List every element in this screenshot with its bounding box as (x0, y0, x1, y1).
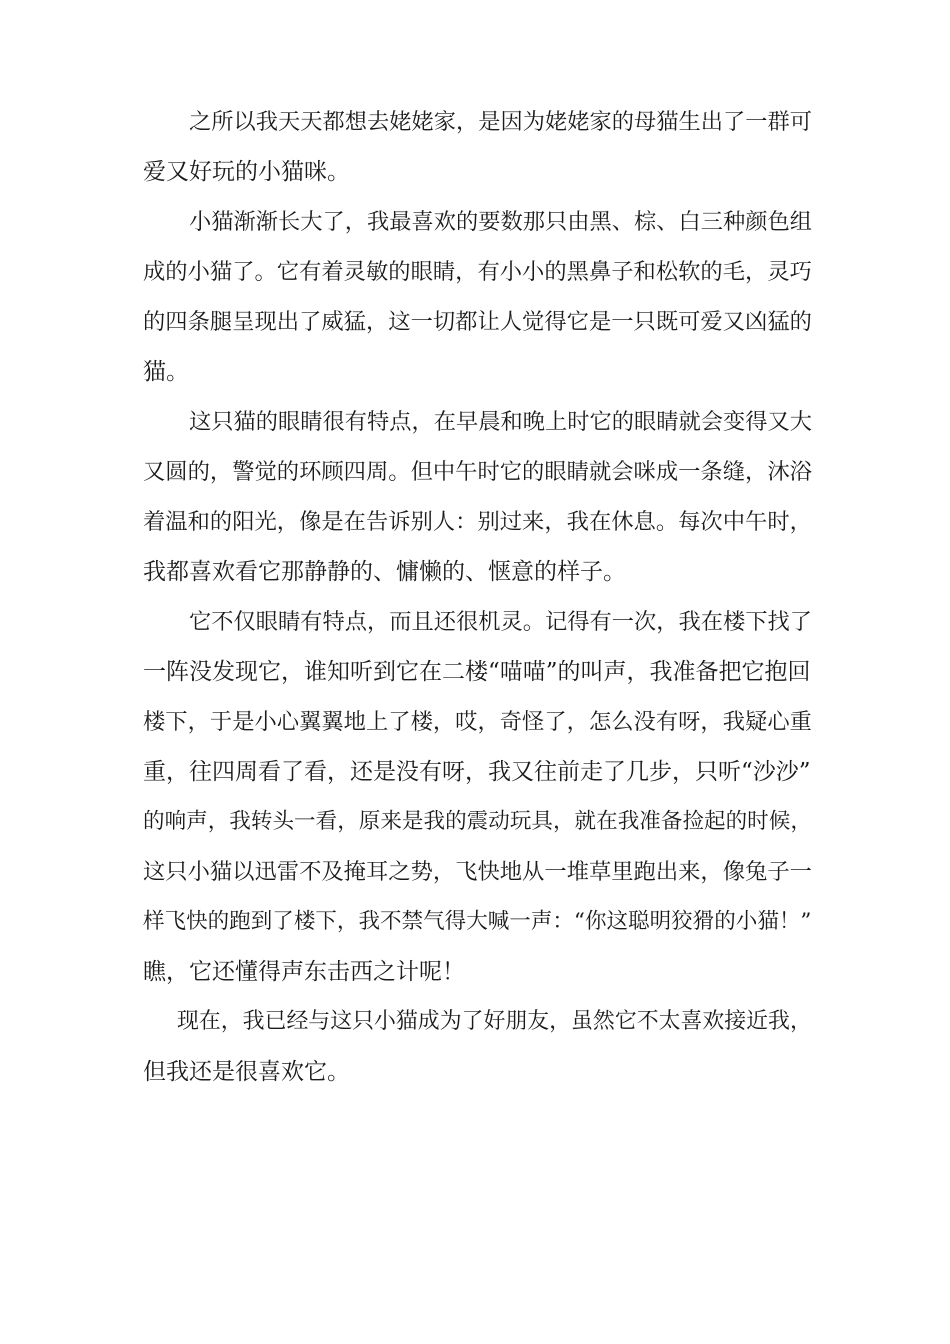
paragraph-4-line-8: 瞧，它还懂得声东击西之计呢！ (143, 959, 465, 985)
paragraph-3-line-1: 这只猫的眼睛很有特点，在早晨和晚上时它的眼睛就会变得又大 (189, 409, 812, 435)
paragraph-5-line-1: 现在，我已经与这只小猫成为了好朋友，虽然它不太喜欢接近我， (177, 1009, 812, 1034)
paragraph-2-line-4: 猫。 (143, 359, 189, 385)
paragraph-3-line-4: 我都喜欢看它那静静的、慵懒的、惬意的样子。 (143, 559, 626, 585)
paragraph-4-line-3: 楼下，于是小心翼翼地上了楼，哎，奇怪了，怎么没有呀，我疑心重 (143, 709, 812, 735)
paragraph-2-line-1: 小猫渐渐长大了，我最喜欢的要数那只由黑、棕、白三种颜色组 (189, 209, 812, 235)
paragraph-3-line-3: 着温和的阳光，像是在告诉别人：别过来，我在休息。每次中午时， (143, 509, 812, 535)
paragraph-2-line-3: 的四条腿呈现出了威猛，这一切都让人觉得它是一只既可爱又凶猛的 (143, 309, 812, 335)
paragraph-4-line-1: 它不仅眼睛有特点，而且还很机灵。记得有一次，我在楼下找了 (189, 609, 812, 635)
paragraph-4-line-6: 这只小猫以迅雷不及掩耳之势，飞快地从一堆草里跑出来，像兔子一 (143, 859, 812, 885)
paragraph-1-line-1: 之所以我天天都想去姥姥家，是因为姥姥家的母猫生出了一群可 (189, 109, 812, 135)
paragraph-2-line-2: 成的小猫了。它有着灵敏的眼睛，有小小的黑鼻子和松软的毛，灵巧 (143, 259, 812, 285)
paragraph-4-line-5: 的响声，我转头一看，原来是我的震动玩具，就在我准备捡起的时候， (143, 809, 812, 834)
paragraph-3-line-2: 又圆的，警觉的环顾四周。但中午时它的眼睛就会咪成一条缝，沐浴 (143, 459, 812, 485)
paragraph-1-line-2: 爱又好玩的小猫咪。 (143, 159, 350, 185)
paragraph-4-line-7: 样飞快的跑到了楼下，我不禁气得大喊一声：“你这聪明狡猾的小猫！” (143, 909, 812, 934)
paragraph-5-line-2: 但我还是很喜欢它。 (143, 1059, 350, 1085)
paragraph-4-line-4: 重，往四周看了看，还是没有呀，我又往前走了几步，只听“沙沙” (143, 759, 811, 785)
paragraph-4-line-2: 一阵没发现它，谁知听到它在二楼“喵喵”的叫声，我准备把它抱回 (143, 659, 811, 685)
